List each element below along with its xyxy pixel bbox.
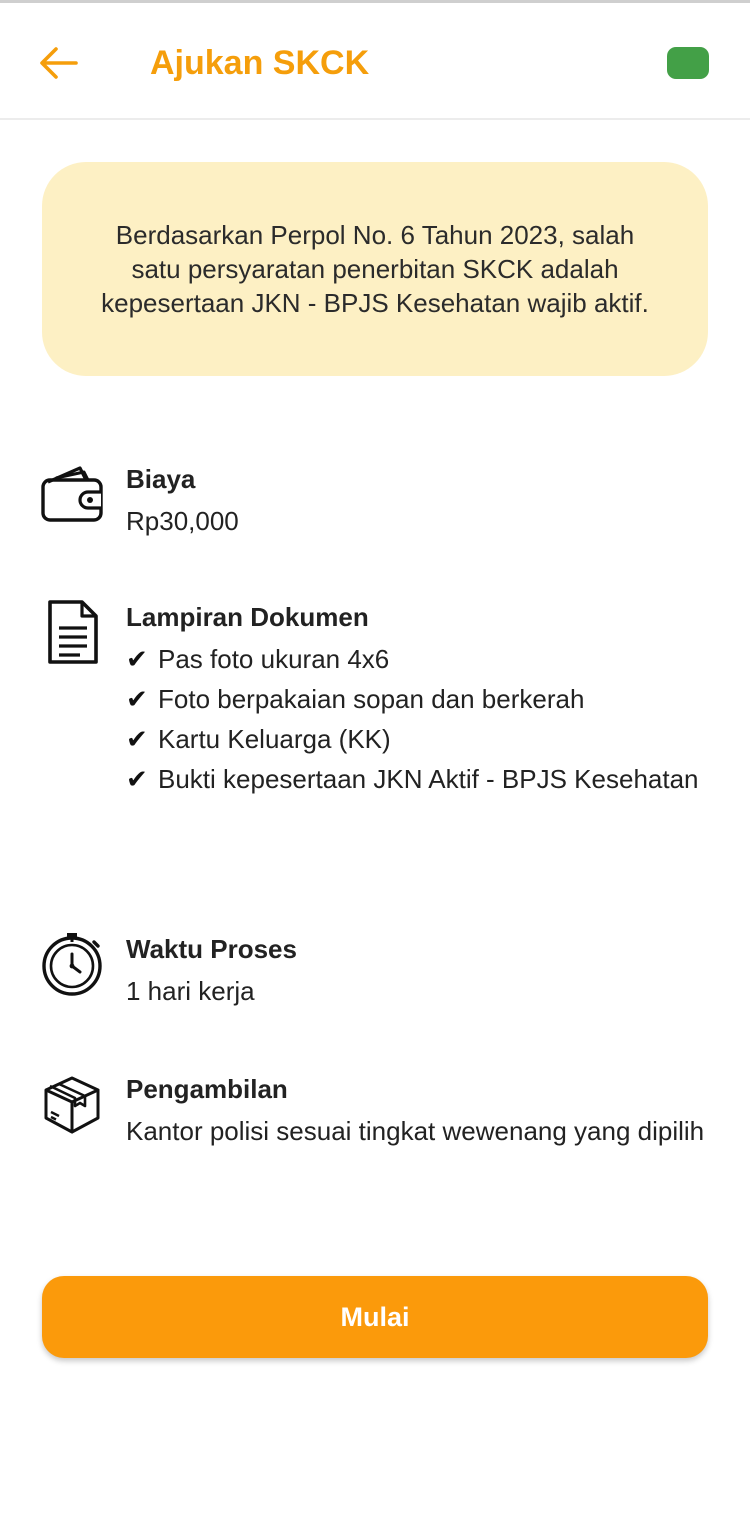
list-item: ✔ Pas foto ukuran 4x6 xyxy=(126,644,390,674)
process-time-label: Waktu Proses xyxy=(126,934,297,964)
documents-list xyxy=(126,642,720,796)
check-icon: ✔ xyxy=(126,724,148,754)
page-title: Ajukan SKCK xyxy=(150,44,370,82)
start-button[interactable]: Mulai xyxy=(42,1276,708,1358)
documents-label: Lampiran Dokumen xyxy=(126,602,369,632)
list-item: ✔ Bukti kepesertaan JKN Aktif - BPJS Kesehatan xyxy=(126,764,699,794)
cost-value: Rp30,000 xyxy=(126,506,239,536)
cost-label: Biaya xyxy=(126,464,196,494)
stopwatch-icon xyxy=(40,932,104,996)
list-item: ✔ Foto berpakaian sopan dan berkerah xyxy=(126,684,585,714)
wallet-icon xyxy=(40,462,104,526)
pickup-label: Pengambilan xyxy=(126,1074,288,1104)
notice-text: Berdasarkan Perpol No. 6 Tahun 2023, salah satu persyaratan penerbitan SKCK adalah kepesertaan JKN - BPJS Kesehatan wajib aktif. xyxy=(101,220,649,318)
back-button[interactable] xyxy=(34,41,82,85)
requirement-notice xyxy=(42,162,708,376)
arrow-left-icon xyxy=(38,46,78,80)
package-box-icon xyxy=(40,1072,104,1136)
check-icon: ✔ xyxy=(126,764,148,794)
check-icon: ✔ xyxy=(126,684,148,714)
status-indicator xyxy=(667,47,709,79)
pickup-value: Kantor polisi sesuai tingkat wewenang yang dipilih xyxy=(126,1116,705,1146)
list-item: ✔ Kartu Keluarga (KK) xyxy=(126,724,391,754)
check-icon: ✔ xyxy=(126,644,148,674)
process-time-value: 1 hari kerja xyxy=(126,976,255,1006)
app-bar xyxy=(0,3,750,120)
document-icon xyxy=(40,600,104,664)
